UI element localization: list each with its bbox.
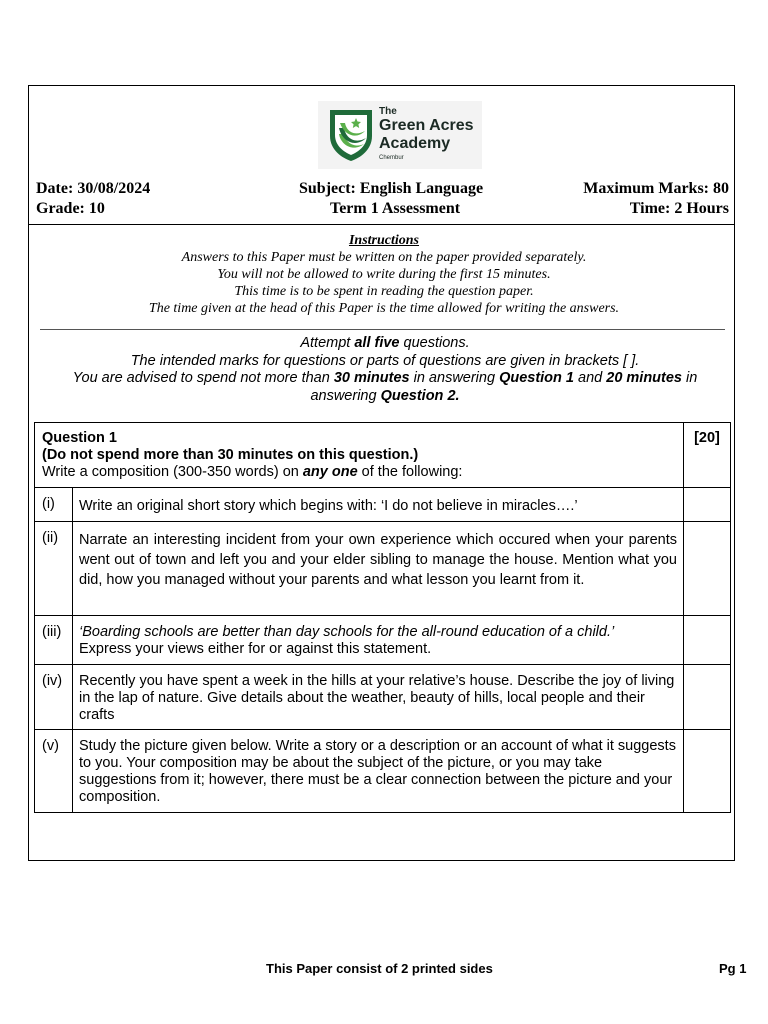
instructions-title: Instructions [348, 233, 420, 248]
section-divider [40, 329, 725, 330]
logo-text-green-acres: Green Acres [379, 117, 474, 134]
question-option-row [35, 730, 731, 813]
general-instruction-attempt [40, 335, 730, 351]
text-span: answering [310, 388, 381, 404]
text-span: questions. [399, 335, 470, 351]
question-marks: [20] [684, 423, 731, 488]
option-marks-cell [684, 522, 731, 616]
page-number: Pg 1 [719, 961, 747, 976]
instruction-line: The time given at the head of this Paper is the time allowed for writing the answers. [148, 301, 620, 316]
option-text: Write an original short story which begins with: ‘I do not believe in miracles….’ [73, 488, 684, 522]
option-text: Study the picture given below. Write a story or a description or an account of what it suggests to you. Your composition may be about the subject of the picture, or you may take suggestions from it; however, there must be a clear connection between the picture and your composition. [73, 730, 684, 813]
option-marks-cell [684, 665, 731, 730]
question-1-header [35, 423, 684, 488]
text-span: of the following: [357, 464, 463, 480]
question-note: (Do not spend more than 30 minutes on this question.) [42, 447, 419, 463]
text-span: and [574, 370, 607, 386]
option-number: (ii) [35, 522, 73, 616]
footer-note: This Paper consist of 2 printed sides [266, 961, 493, 976]
text-span-bold-italic: any one [302, 464, 358, 480]
option-quote: ‘Boarding schools are better than day schools for the all-round education of a child.’ [79, 624, 615, 640]
text-span-bold: 30 minutes [333, 370, 410, 386]
option-marks-cell [684, 616, 731, 665]
general-instruction-time-cont [40, 388, 730, 404]
instruction-line: You will not be allowed to write during the first 15 minutes. [217, 267, 551, 282]
question-title: Question 1 [42, 430, 117, 446]
text-span: You are advised to spend not more than [72, 370, 334, 386]
option-instruction: Express your views either for or against this statement. [79, 641, 432, 657]
text-span-bold: all five [354, 335, 400, 351]
question-option-row [35, 488, 731, 522]
question-option-row [35, 616, 731, 665]
academy-crest-icon [326, 106, 376, 162]
exam-subject: Subject: English Language [299, 180, 484, 197]
logo-text-the: The [379, 106, 397, 117]
option-number: (iv) [35, 665, 73, 730]
exam-term: Term 1 Assessment [330, 200, 461, 217]
question-1-header-row [35, 423, 731, 488]
option-text: Narrate an interesting incident from your own experience which occured when your parents went out of town and left you and your elder sibling to manage the house. Mention what you did, how you managed without your parents and what lesson you learnt from it. [73, 522, 684, 616]
option-number: (v) [35, 730, 73, 813]
text-span: in answering [409, 370, 500, 386]
general-instruction-marks: The intended marks for questions or parts of questions are given in brackets [ ]. [130, 353, 640, 369]
text-span: Write a composition (300-350 words) on [42, 464, 303, 480]
text-span-bold: Question 1 [499, 370, 574, 386]
option-marks-cell [684, 730, 731, 813]
header-divider [28, 224, 735, 225]
logo-text-academy: Academy [379, 135, 451, 152]
option-text: Recently you have spent a week in the hills at your relative’s house. Describe the joy of living in the lap of nature. Give details about the weather, beauty of hills, local people and their crafts [73, 665, 684, 730]
text-span: Attempt [300, 335, 355, 351]
exam-grade: Grade: 10 [36, 200, 105, 217]
question-option-row [35, 665, 731, 730]
text-span-bold: Question 2. [380, 388, 460, 404]
question-1-table [34, 422, 731, 813]
exam-time: Time: 2 Hours [629, 200, 729, 217]
text-span: in [682, 370, 698, 386]
school-logo [318, 101, 482, 169]
option-number: (i) [35, 488, 73, 522]
instruction-line: Answers to this Paper must be written on the paper provided separately. [181, 250, 587, 265]
question-prompt [42, 464, 677, 481]
option-text [73, 616, 684, 665]
logo-text-location: Chembur [379, 155, 404, 161]
option-number: (iii) [35, 616, 73, 665]
question-option-row [35, 522, 731, 616]
option-marks-cell [684, 488, 731, 522]
text-span-bold: 20 minutes [606, 370, 682, 386]
exam-date: Date: 30/08/2024 [36, 180, 151, 197]
instruction-line: This time is to be spent in reading the question paper. [234, 284, 534, 299]
exam-max-marks: Maximum Marks: 80 [583, 180, 729, 197]
general-instruction-time [40, 370, 730, 386]
